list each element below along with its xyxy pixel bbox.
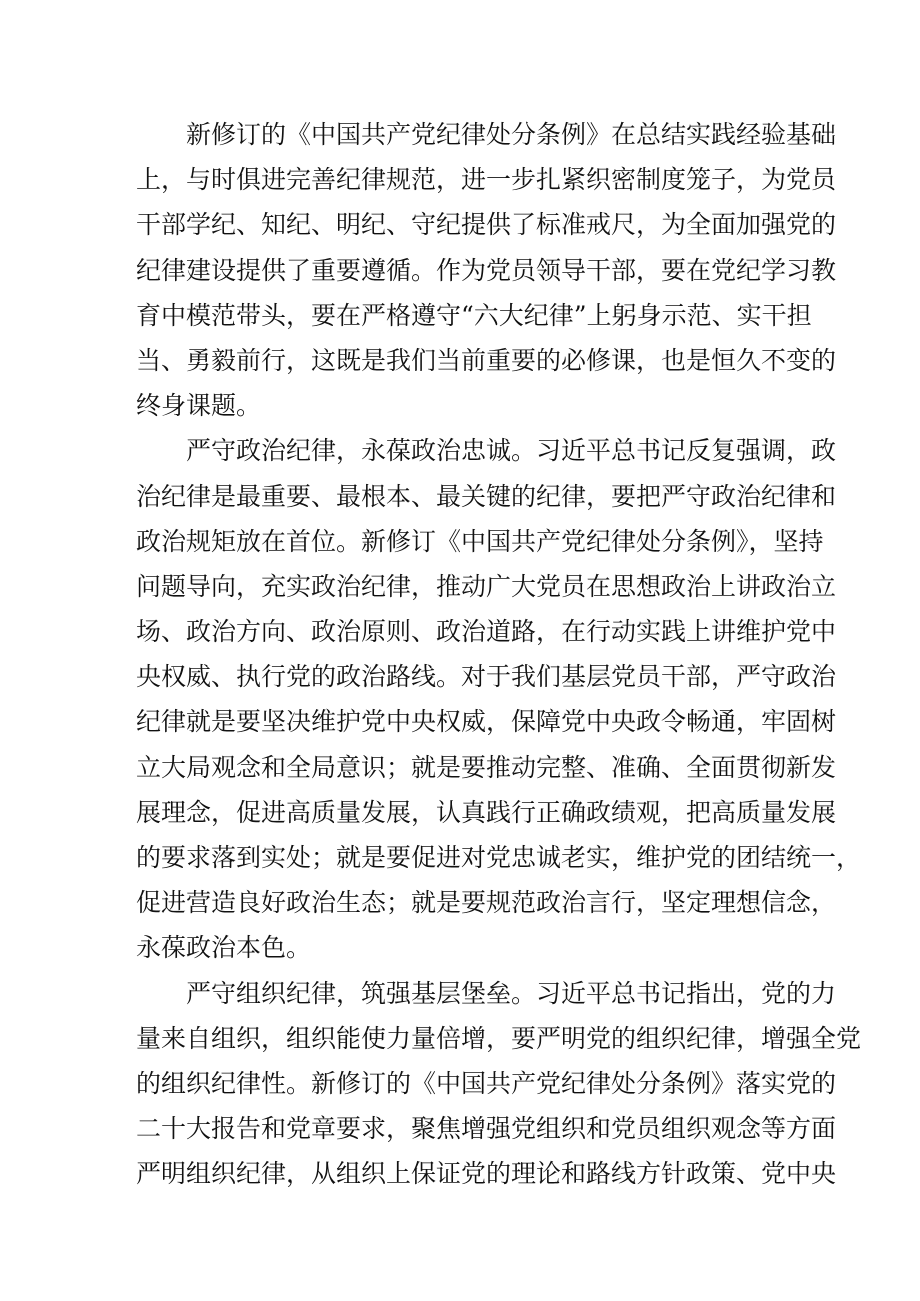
paragraph-2-line-5: 场、政治方向、政治原则、政治道路，在行动实践上讲维护党中	[136, 617, 837, 647]
document-body	[136, 112, 862, 1197]
paragraph-2-line-12: 永葆政治本色。	[136, 933, 312, 963]
paragraph-1-line-4: 纪律建设提供了重要遵循。作为党员领导干部，要在党纪学习教	[136, 255, 837, 285]
paragraph-2-line-2: 治纪律是最重要、最根本、最关键的纪律，要把严守政治纪律和	[136, 481, 837, 511]
paragraph-2-line-10: 的要求落到实处；就是要促进对党忠诚老实，维护党的团结统一，	[136, 843, 862, 872]
paragraph-3-line-1: 严守组织纪律，筑强基层堡垒。习近平总书记指出，党的力	[186, 978, 837, 1008]
paragraph-2-line-7: 纪律就是要坚决维护党中央权威，保障党中央政令畅通，牢固树	[136, 707, 837, 737]
paragraph-2-line-1: 严守政治纪律，永葆政治忠诚。习近平总书记反复强调，政	[186, 436, 837, 466]
paragraph-3-line-5: 严明组织纪律，从组织上保证党的理论和路线方针政策、党中央	[136, 1159, 837, 1189]
paragraph-1-line-5: 育中模范带头，要在严格遵守“六大纪律”上躬身示范、实干担	[136, 300, 812, 330]
paragraph-1-line-6: 当、勇毅前行，这既是我们当前重要的必修课，也是恒久不变的	[136, 345, 837, 375]
paragraph-2-line-3: 政治规矩放在首位。新修订《中国共产党纪律处分条例》，坚持	[136, 526, 824, 556]
paragraph-2-line-9: 展理念，促进高质量发展，认真践行正确政绩观，把高质量发展	[136, 797, 837, 827]
paragraph-2-line-4: 问题导向，充实政治纪律，推动广大党员在思想政治上讲政治立	[136, 571, 837, 601]
paragraph-1-line-1: 新修订的《中国共产党纪律处分条例》在总结实践经验基础	[186, 120, 837, 149]
paragraph-2-line-11: 促进营造良好政治生态；就是要规范政治言行，坚定理想信念，	[136, 888, 837, 918]
paragraph-2-line-6: 央权威、执行党的政治路线。对于我们基层党员干部，严守政治	[136, 662, 837, 692]
paragraph-3-line-2: 量来自组织，组织能使力量倍增，要严明党的组织纪律，增强全党	[136, 1023, 862, 1053]
paragraph-1-line-3: 干部学纪、知纪、明纪、守纪提供了标准戒尺，为全面加强党的	[136, 210, 837, 240]
paragraph-3-line-4: 二十大报告和党章要求，聚焦增强党组织和党员组织观念等方面	[136, 1114, 837, 1144]
paragraph-3-line-3: 的组织纪律性。新修订的《中国共产党纪律处分条例》落实党的	[136, 1068, 837, 1098]
paragraph-2-line-8: 立大局观念和全局意识；就是要推动完整、准确、全面贯彻新发	[136, 752, 837, 782]
paragraph-1-line-7: 终身课题。	[136, 391, 262, 421]
paragraph-1-line-2: 上，与时俱进完善纪律规范，进一步扎紧织密制度笼子，为党员	[136, 165, 837, 195]
